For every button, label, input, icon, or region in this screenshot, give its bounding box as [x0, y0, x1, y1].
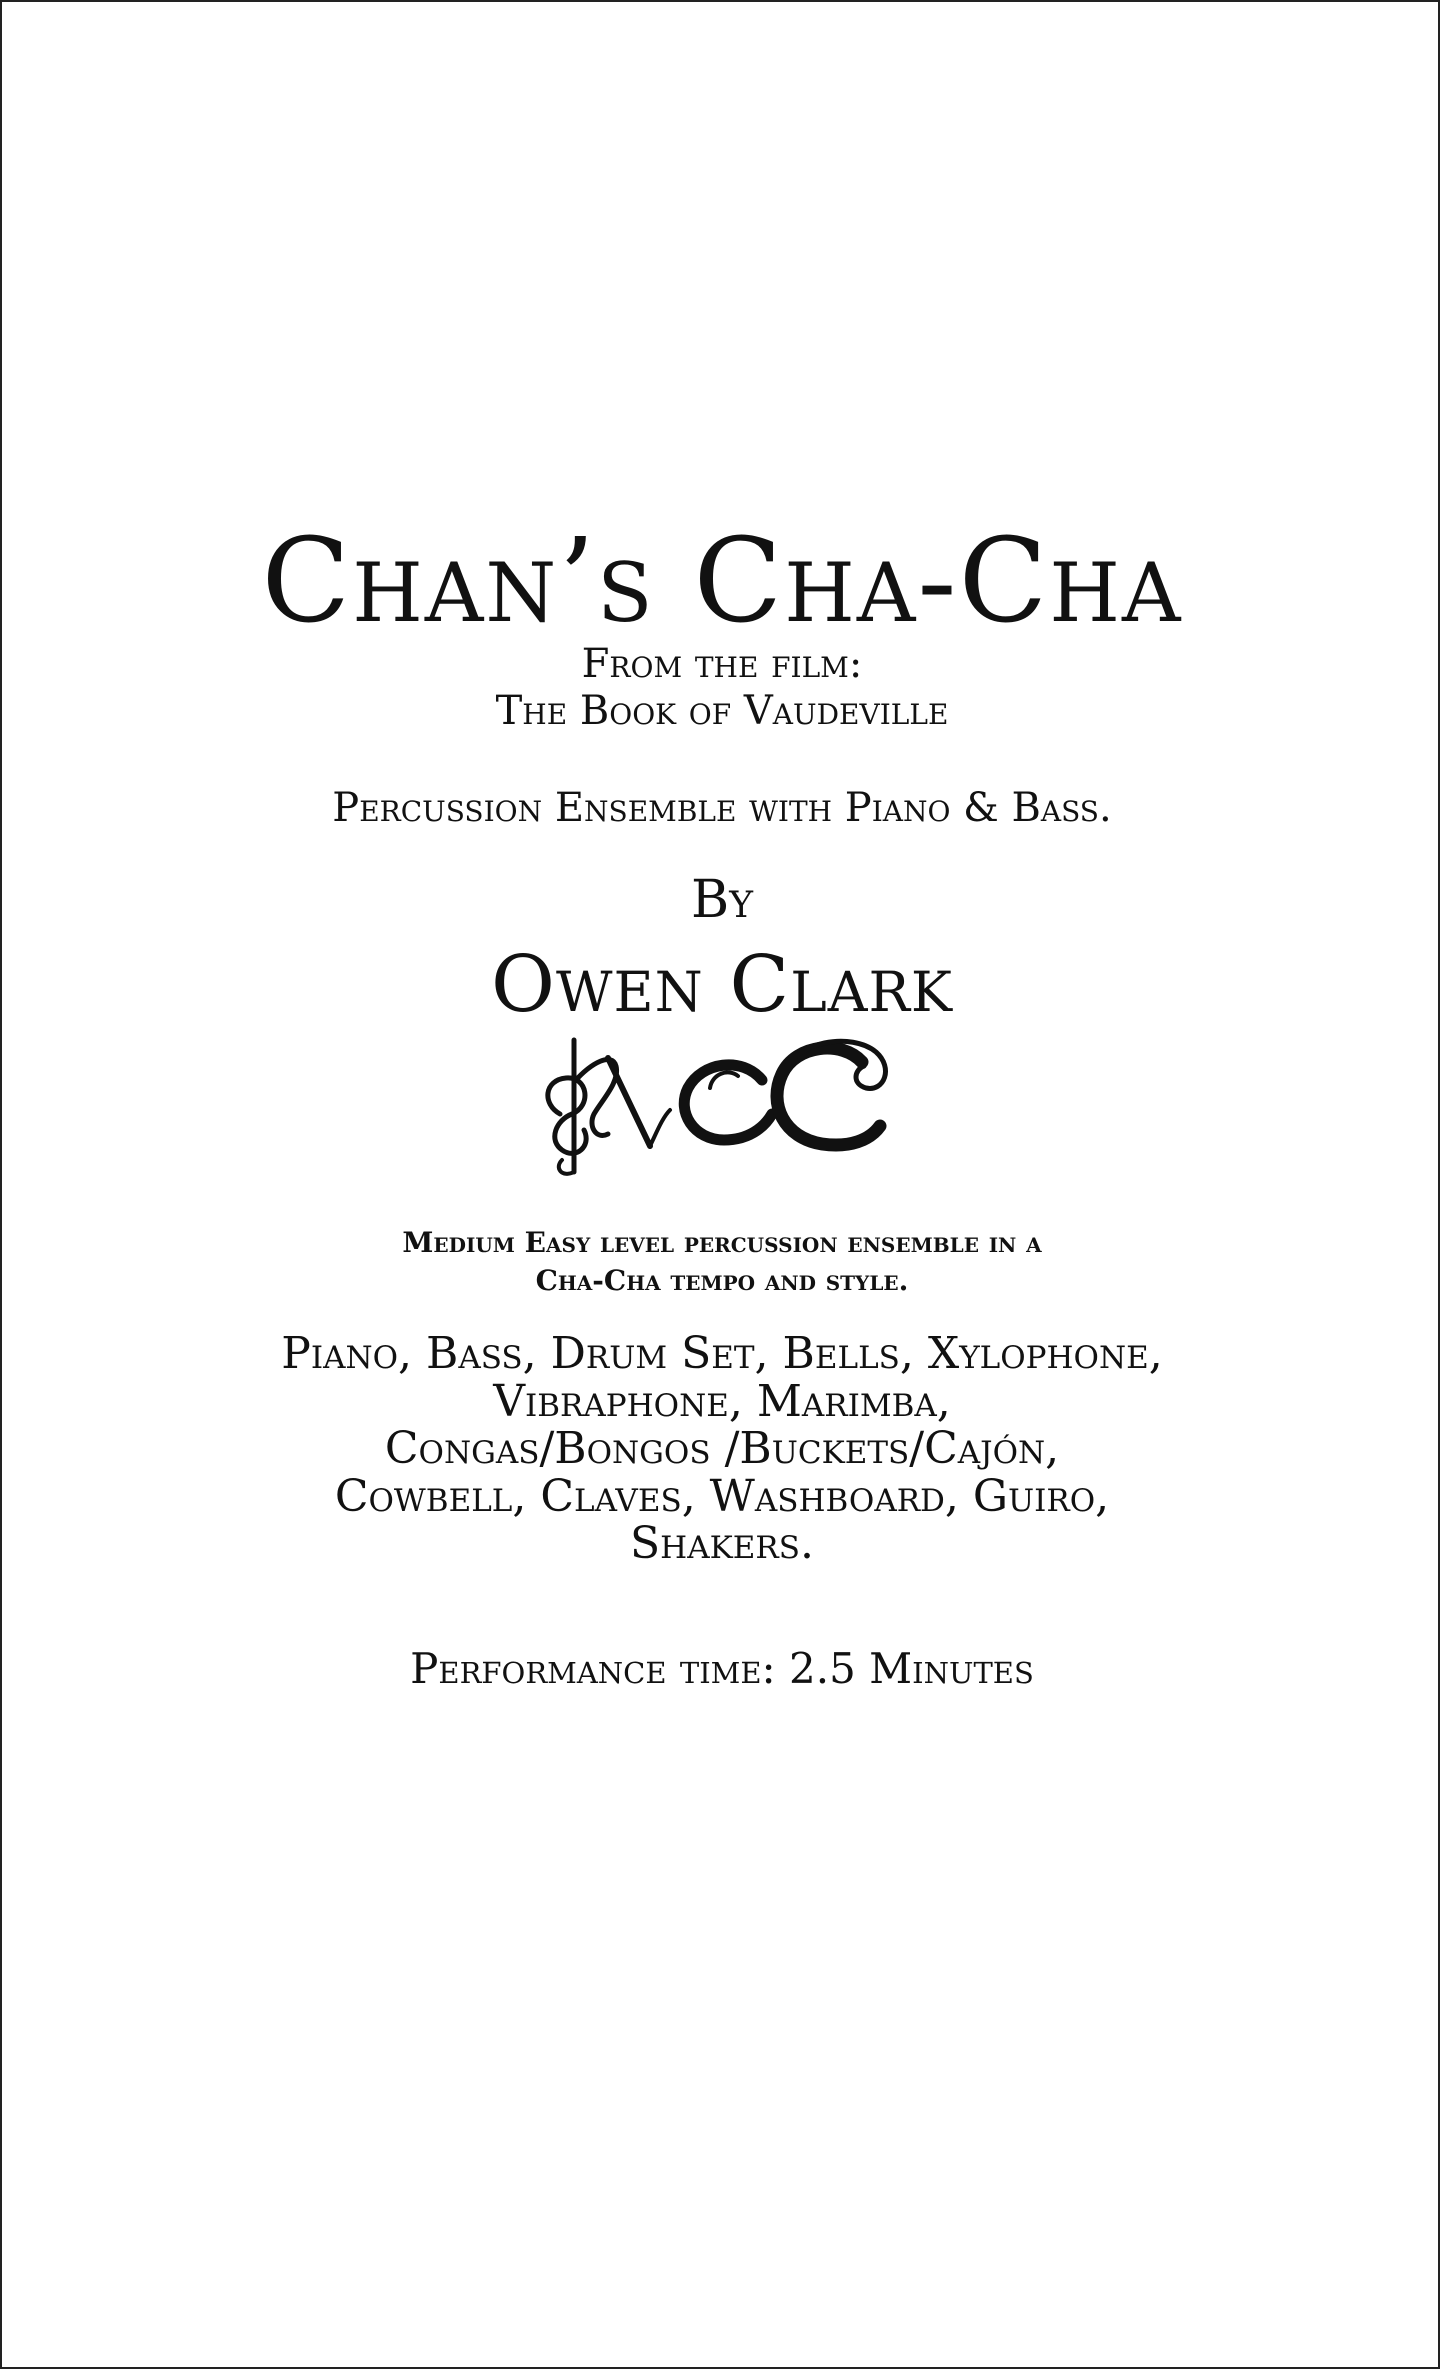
- source-label: From the film:: [581, 641, 863, 687]
- oc-monogram-logo-icon: [532, 1022, 912, 1177]
- piece-title: Chan’s Cha-Cha: [261, 514, 1183, 649]
- performance-time: Performance time: 2.5 Minutes: [410, 1644, 1034, 1693]
- instrument-list-line: Congas/Bongos /Buckets/Cajón,: [384, 1423, 1060, 1474]
- difficulty-level-text: Medium Easy level percussion ensemble in a: [402, 1226, 1042, 1259]
- instrument-list-line: Piano, Bass, Drum Set, Bells, Xylophone,: [281, 1328, 1163, 1379]
- source-film-title: The Book of Vaudeville: [495, 688, 949, 734]
- by-label: By: [691, 870, 753, 930]
- ensemble-description: Percussion Ensemble with Piano & Bass.: [332, 785, 1112, 831]
- instrument-list-line: Cowbell, Claves, Washboard, Guiro,: [334, 1471, 1110, 1522]
- tempo-style-text: Cha-Cha tempo and style.: [535, 1264, 909, 1297]
- composer-name: Owen Clark: [491, 940, 953, 1030]
- instrument-list-line: Shakers.: [630, 1518, 814, 1569]
- instrument-list-line: Vibraphone, Marimba,: [493, 1376, 951, 1427]
